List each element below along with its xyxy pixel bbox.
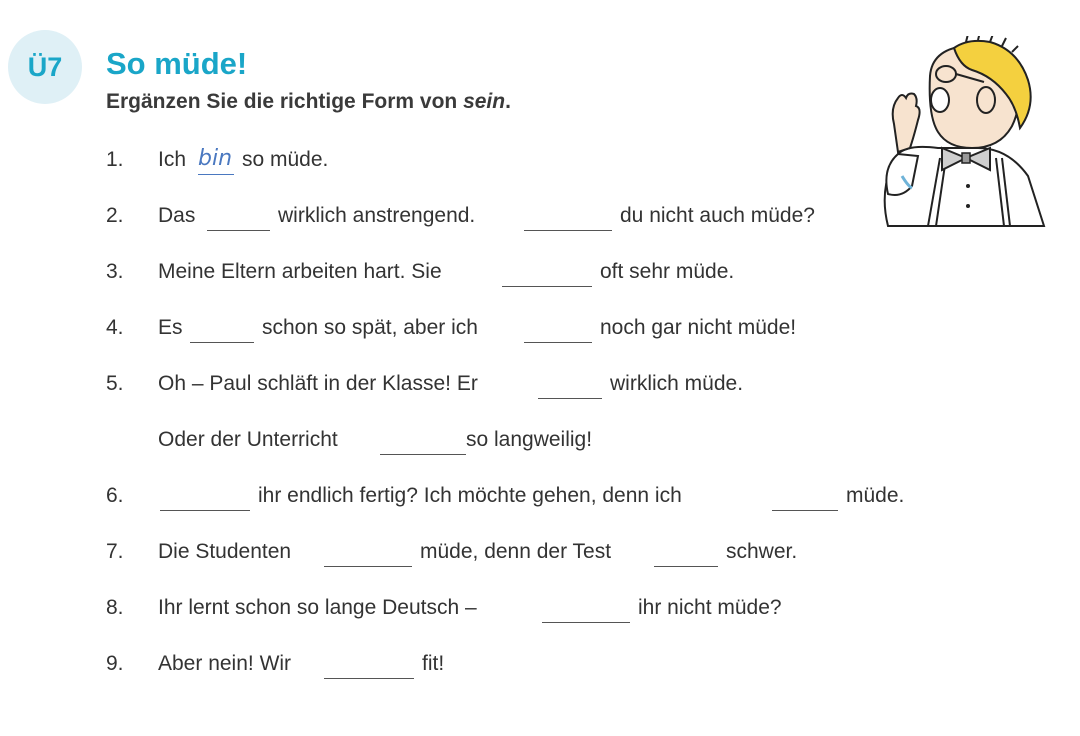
answer-blank[interactable] xyxy=(524,230,612,231)
item-text: müde. xyxy=(846,484,905,507)
item-text: so müde. xyxy=(242,148,329,171)
answer-blank[interactable] xyxy=(160,510,250,511)
answer-blank[interactable] xyxy=(324,678,414,679)
exercise-instruction xyxy=(106,90,511,114)
answer-blank[interactable] xyxy=(502,286,592,287)
answer-blank[interactable] xyxy=(542,622,630,623)
item-text: fit! xyxy=(422,652,445,675)
item-text: ihr endlich fertig? Ich möchte gehen, denn ich xyxy=(258,484,682,507)
item-text: Es xyxy=(158,316,183,339)
item-number: 8. xyxy=(106,596,124,619)
exercise-number: Ü7 xyxy=(27,51,63,82)
item-number: 1. xyxy=(106,148,124,171)
item-number: 9. xyxy=(106,652,124,675)
item-text: Meine Eltern arbeiten hart. Sie xyxy=(158,260,442,283)
exercise-title: So müde! xyxy=(106,46,248,81)
item-text: Die Studenten xyxy=(158,540,292,563)
answer-blank[interactable] xyxy=(324,566,412,567)
item-text: Ihr lernt schon so lange Deutsch – xyxy=(158,596,477,619)
item-number: 7. xyxy=(106,540,124,563)
exercise-number-badge xyxy=(8,30,82,104)
item-text: ihr nicht müde? xyxy=(638,596,782,619)
item-number: 6. xyxy=(106,484,124,507)
item-text: wirklich müde. xyxy=(610,372,744,395)
item-text: oft sehr müde. xyxy=(600,260,735,283)
answer-blank[interactable] xyxy=(538,398,602,399)
item-text: schwer. xyxy=(726,540,798,563)
item-text: schon so spät, aber ich xyxy=(262,316,478,339)
item-number: 4. xyxy=(106,316,124,339)
instruction-suffix: . xyxy=(505,90,511,113)
item-text: so langweilig! xyxy=(466,428,593,451)
item-text: Oh – Paul schläft in der Klasse! Er xyxy=(158,372,478,395)
item-text: Aber nein! Wir xyxy=(158,652,292,675)
yawning-man-icon xyxy=(868,36,1048,234)
answer-blank[interactable] xyxy=(207,230,270,231)
item-number: 3. xyxy=(106,260,124,283)
item-text: Oder der Unterricht xyxy=(158,428,338,451)
instruction-verb: sein xyxy=(463,90,506,113)
item-text: Das xyxy=(158,204,196,227)
answer-blank[interactable] xyxy=(772,510,838,511)
answer-blank[interactable] xyxy=(190,342,254,343)
item-number: 2. xyxy=(106,204,124,227)
answer-blank[interactable] xyxy=(654,566,718,567)
item-text: du nicht auch müde? xyxy=(620,204,815,227)
answer-text: bin xyxy=(198,146,233,171)
answer-blank[interactable] xyxy=(380,454,466,455)
answer-blank[interactable] xyxy=(524,342,592,343)
item-number: 5. xyxy=(106,372,124,395)
item-text: noch gar nicht müde! xyxy=(600,316,797,339)
instruction-prefix: Ergänzen Sie die richtige Form von xyxy=(106,90,464,113)
answer-blank xyxy=(198,174,234,175)
item-text: Ich xyxy=(158,148,187,171)
item-text: müde, denn der Test xyxy=(420,540,612,563)
item-text: wirklich anstrengend. xyxy=(278,204,476,227)
